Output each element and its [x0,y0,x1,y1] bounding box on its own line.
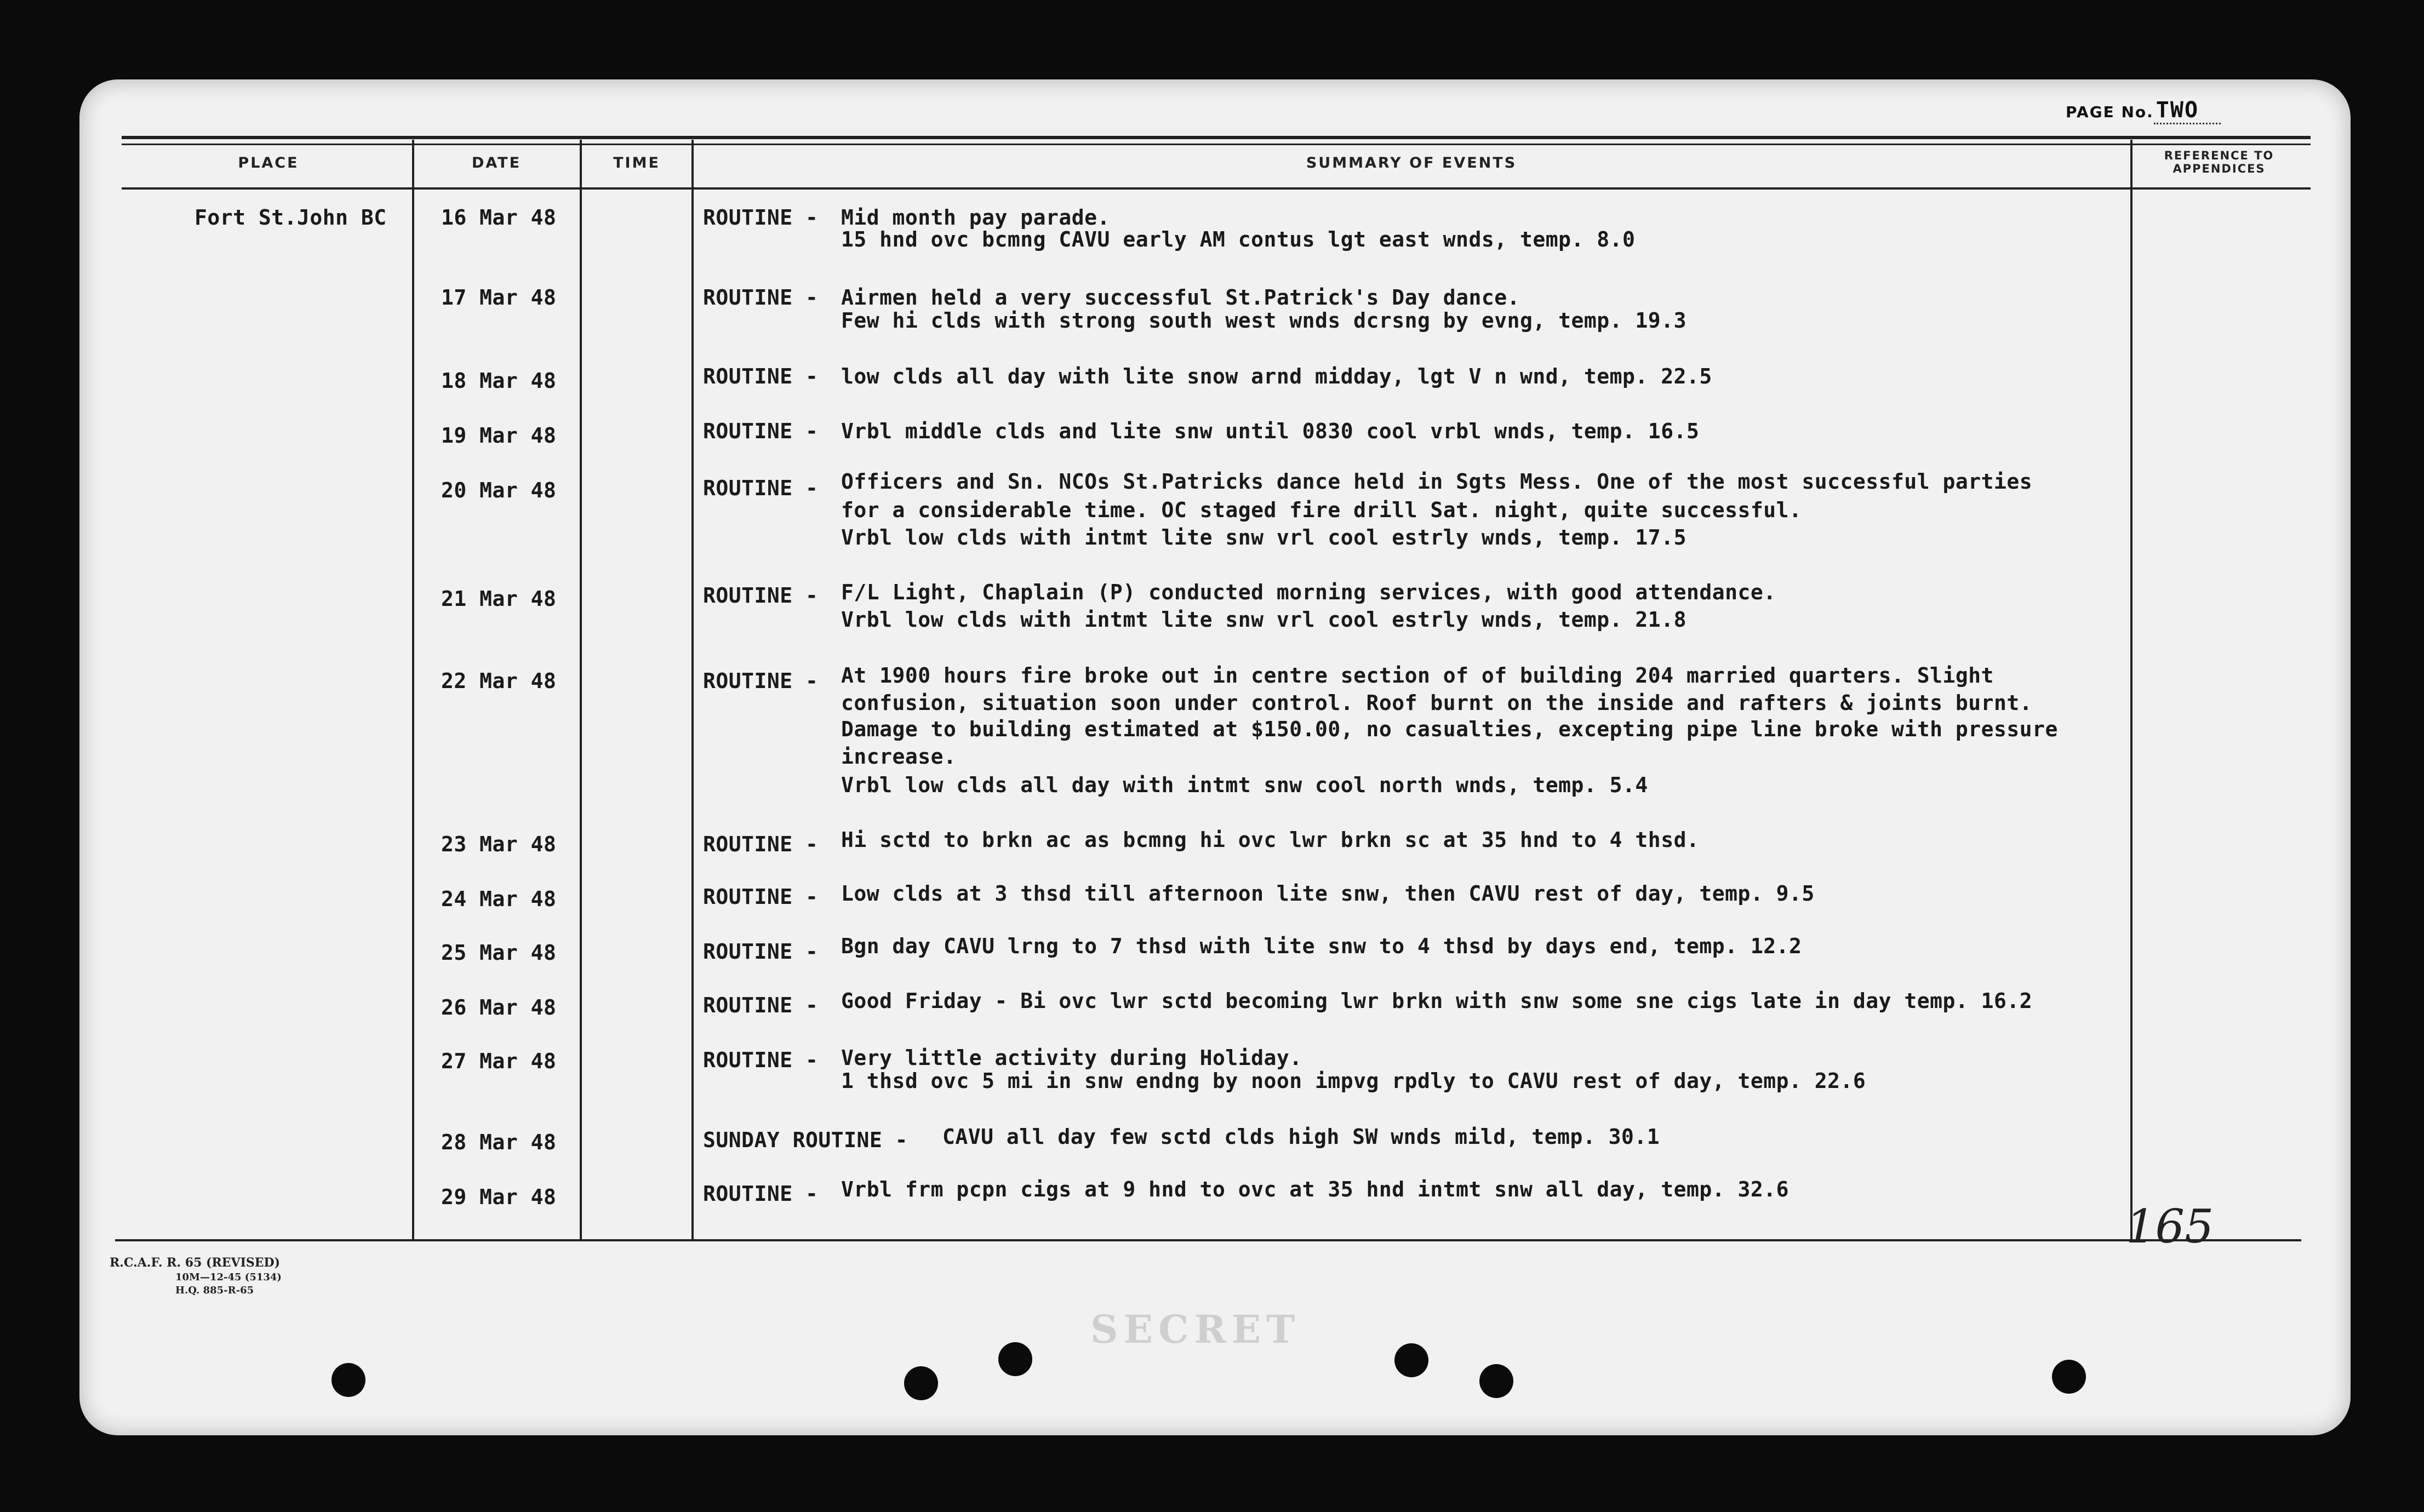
binder-hole [1394,1343,1428,1377]
form-footer [110,1255,282,1297]
entry-date: 19 Mar 48 [441,423,557,448]
record-card [79,79,2351,1435]
entry-line: Vrbl low clds with intmt lite snw vrl cool estrly wnds, temp. 21.8 [841,608,1686,632]
entry-date: 28 Mar 48 [441,1130,557,1154]
header-time: TIME [613,154,660,171]
entry-keyword: ROUTINE - [703,419,819,443]
top-rule-thin [122,144,2311,145]
col-divider-place [412,140,414,1241]
page-number: PAGE No. TWO [2066,98,2221,123]
secret-stamp: SECRET [1090,1307,1301,1352]
entry-line: Few hi clds with strong south west wnds dcrsng by evng, temp. 19.3 [841,308,1686,333]
entry-line: Vrbl low clds with intmt lite snw vrl cool estrly wnds, temp. 17.5 [841,525,1686,549]
entry-line: Vrbl low clds all day with intmt snw cool north wnds, temp. 5.4 [841,773,1648,797]
binder-hole [2052,1360,2086,1394]
entry-date: 16 Mar 48 [441,205,557,230]
binder-hole [331,1363,365,1397]
entry-line: low clds all day with lite snow arnd midday, lgt V n wnd, temp. 22.5 [841,364,1712,388]
place-text: Fort St.John BC [195,205,387,230]
entry-date: 25 Mar 48 [441,941,557,965]
entry-line: increase. [841,744,957,769]
page-number-value: TWO [2154,98,2221,124]
entry-line: Damage to building estimated at $150.00, no casualties, excepting pipe line broke with pressure [841,717,2058,741]
entry-date: 29 Mar 48 [441,1185,557,1209]
entry-line: Low clds at 3 thsd till afternoon lite snw, then CAVU rest of day, temp. 9.5 [841,881,1815,906]
entry-keyword: ROUTINE - [703,669,819,693]
entry-keyword: ROUTINE - [703,940,819,964]
entry-date: 26 Mar 48 [441,995,557,1020]
entry-keyword: ROUTINE - [703,476,819,500]
entry-line: confusion, situation soon under control. Roof burnt on the inside and rafters & joints burnt. [841,691,2033,715]
header-place: PLACE [238,154,299,171]
entry-keyword: SUNDAY ROUTINE - [703,1128,908,1152]
header-rule [122,187,2311,190]
entry-line: Mid month pay parade. [841,205,1110,230]
binder-hole [998,1342,1032,1376]
entry-date: 17 Mar 48 [441,285,557,310]
form-number: R.C.A.F. R. 65 (REVISED) [110,1256,281,1270]
entry-keyword: ROUTINE - [703,832,819,856]
entry-line: 15 hnd ovc bcmng CAVU early AM contus lgt east wnds, temp. 8.0 [841,227,1636,251]
col-divider-date [580,140,582,1241]
entry-line: F/L Light, Chaplain (P) conducted morning services, with good attendance. [841,580,1776,604]
entry-date: 23 Mar 48 [441,832,557,856]
entry-keyword: ROUTINE - [703,364,819,388]
entry-line: Bgn day CAVU lrng to 7 thsd with lite snw to 4 thsd by days end, temp. 12.2 [841,934,1802,958]
entry-line: Officers and Sn. NCOs St.Patricks dance held in Sgts Mess. One of the most successful parties [841,469,2033,494]
entry-keyword: ROUTINE - [703,285,819,310]
entry-keyword: ROUTINE - [703,1048,819,1072]
top-rule-thick [122,136,2311,139]
col-divider-summary [2130,140,2133,1241]
entry-date: 22 Mar 48 [441,669,557,693]
entry-date: 18 Mar 48 [441,369,557,393]
entry-line: for a considerable time. OC staged fire drill Sat. night, quite successful. [841,498,1802,522]
header-reference: REFERENCE TO APPENDICES [2164,149,2274,175]
entry-date: 21 Mar 48 [441,587,557,611]
form-print-run: 10M—12-45 (5134) [175,1272,282,1283]
entry-line: At 1900 hours fire broke out in centre section of of building 204 married quarters. Slight [841,663,1994,688]
entry-keyword: ROUTINE - [703,885,819,909]
entry-line: Very little activity during Holiday. [841,1046,1302,1070]
header-date: DATE [471,154,522,171]
entry-keyword: ROUTINE - [703,1182,819,1206]
entry-line: CAVU all day few sctd clds high SW wnds mild, temp. 30.1 [942,1125,1660,1149]
entry-date: 27 Mar 48 [441,1049,557,1073]
col-divider-time [691,140,694,1241]
entry-line: 1 thsd ovc 5 mi in snw endng by noon impvg rpdly to CAVU rest of day, temp. 22.6 [841,1069,1866,1093]
entry-line: Vrbl middle clds and lite snw until 0830 cool vrbl wnds, temp. 16.5 [841,419,1700,443]
entry-keyword: ROUTINE - [703,993,819,1017]
form-hq-ref: H.Q. 885-R-65 [175,1285,254,1296]
entry-line: Good Friday - Bi ovc lwr sctd becoming lwr brkn with snw some sne cigs late in day temp. 16.2 [841,989,2033,1013]
entry-keyword: ROUTINE - [703,583,819,608]
entry-line: Vrbl frm pcpn cigs at 9 hnd to ovc at 35 hnd intmt snw all day, temp. 32.6 [841,1177,1789,1201]
bottom-rule [115,1239,2301,1241]
entry-date: 24 Mar 48 [441,887,557,911]
binder-hole [904,1366,938,1400]
reference-mark: 165 [2126,1200,2214,1253]
entry-keyword: ROUTINE - [703,205,819,230]
header-summary: SUMMARY OF EVENTS [1306,154,1517,171]
entry-date: 20 Mar 48 [441,478,557,502]
entry-line: Hi sctd to brkn ac as bcmng hi ovc lwr brkn sc at 35 hnd to 4 thsd. [841,828,1700,852]
binder-hole [1479,1364,1513,1398]
entry-line: Airmen held a very successful St.Patrick's Day dance. [841,285,1520,310]
